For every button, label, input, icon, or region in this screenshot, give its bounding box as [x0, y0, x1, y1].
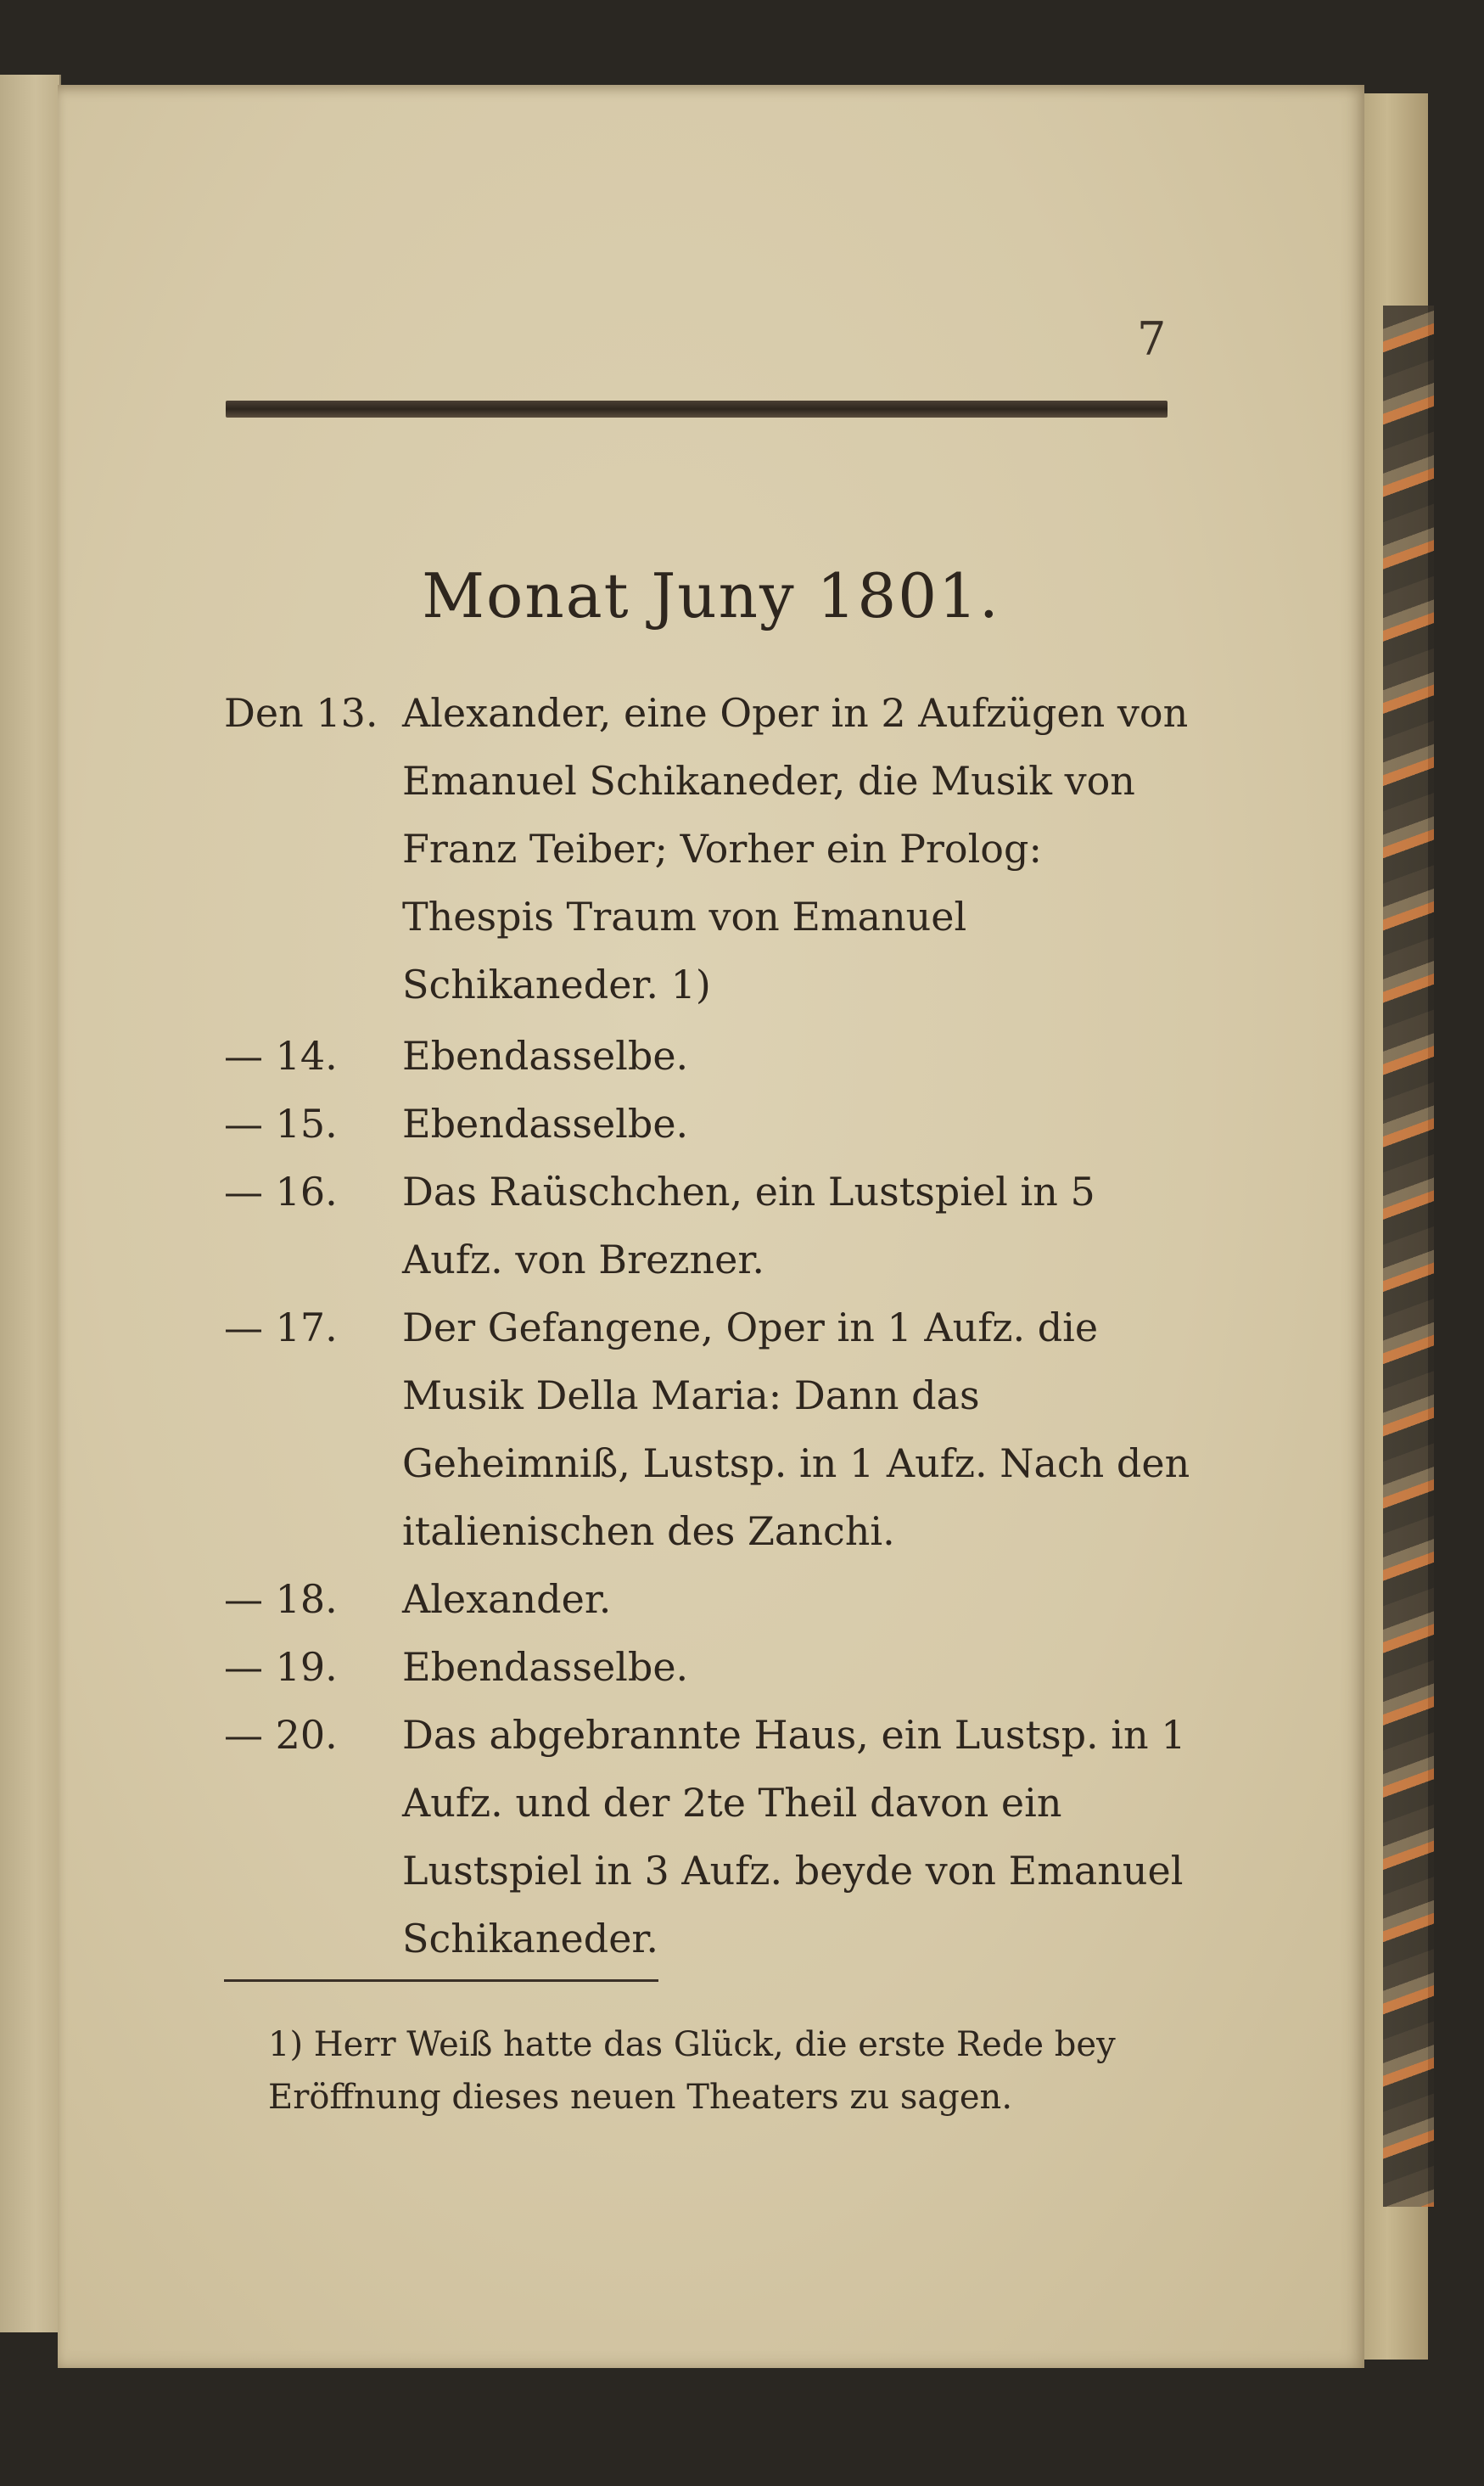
performance-list — [224, 679, 1200, 1973]
entry-day: — 15. — [224, 1101, 338, 1147]
facing-page-edge — [0, 75, 61, 2332]
header-rule — [226, 401, 1168, 418]
marbled-cover-edge — [1383, 306, 1434, 2207]
footnote-rule — [224, 1979, 658, 1982]
list-item — [224, 1701, 1200, 1973]
page-number: 7 — [1137, 312, 1167, 366]
entry-text: Ebendasselbe. — [402, 1101, 689, 1147]
page-title: Monat Juny 1801. — [422, 560, 1000, 631]
entry-day: — 18. — [224, 1576, 338, 1622]
list-item — [224, 1294, 1200, 1565]
entry-day: Den 13. — [224, 690, 378, 736]
entry-day: — 16. — [224, 1169, 338, 1215]
footnote: 1) Herr Weiß hatte das Glück, die erste Rede bey Eröffnung dieses neuen Theaters zu sagen. — [268, 2025, 1116, 2117]
entry-day: — 19. — [224, 1644, 338, 1690]
entry-text: Das Raüschchen, ein Lustspiel in 5 Aufz. von Brezner. — [402, 1169, 1095, 1282]
entry-text: Ebendasselbe. — [402, 1644, 689, 1690]
list-item — [224, 679, 1200, 1019]
list-item — [224, 1633, 1200, 1701]
entry-text: Ebendasselbe. — [402, 1033, 689, 1079]
entry-text: Alexander, eine Oper in 2 Aufzügen von Emanuel Schikaneder, die Musik von Franz Teiber; Vorher ein Prolog: Thespis Traum von Emanuel Schikaneder. 1) — [402, 690, 1189, 1007]
entry-day: — 20. — [224, 1712, 338, 1758]
entry-day: — 17. — [224, 1305, 338, 1350]
entry-text: Alexander. — [402, 1576, 612, 1622]
list-item — [224, 1090, 1200, 1158]
list-item — [224, 1158, 1200, 1294]
entry-text: Der Gefangene, Oper in 1 Aufz. die Musik Della Maria: Dann das Geheimniß, Lustsp. in 1 Aufz. Nach den italienischen des Zanchi. — [402, 1305, 1190, 1554]
entry-text: Das abgebrannte Haus, ein Lustsp. in 1 Aufz. und der 2te Theil davon ein Lustspiel in 3 Aufz. beyde von Emanuel Schikaneder. — [402, 1712, 1186, 1961]
entry-day: — 14. — [224, 1033, 338, 1079]
list-item — [224, 1022, 1200, 1090]
list-item — [224, 1565, 1200, 1633]
book-page — [58, 85, 1364, 2368]
